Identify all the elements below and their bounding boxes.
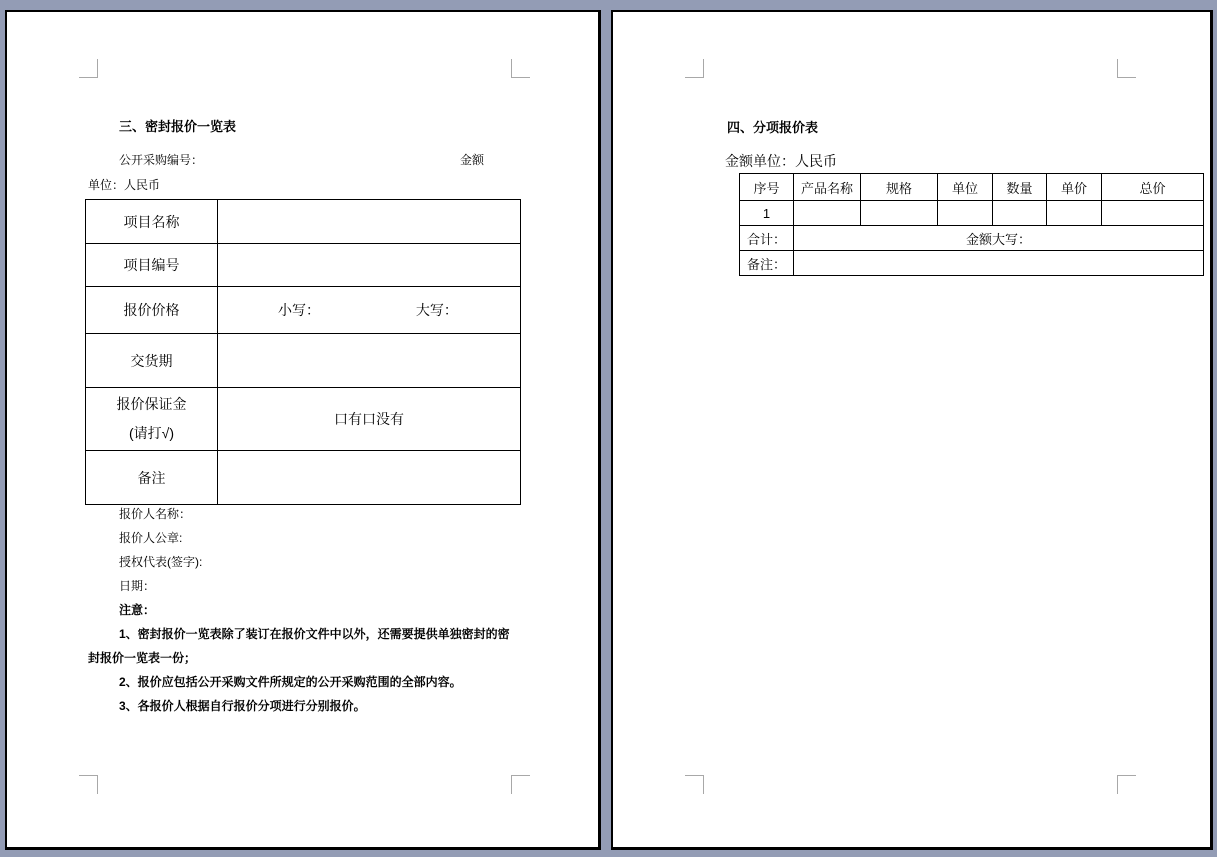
notice-title: 注意： bbox=[119, 603, 156, 617]
remark-label-cell: 备注： bbox=[740, 251, 794, 276]
header-index: 序号 bbox=[740, 174, 794, 201]
project-number-label-cell: 项目编号 bbox=[86, 244, 218, 287]
margin-mark-top-right-icon bbox=[1117, 59, 1136, 78]
price-lowercase-label: 小写： bbox=[278, 302, 320, 318]
bid-bond-label-line1: 报价保证金 bbox=[116, 396, 187, 412]
sealed-quote-table bbox=[85, 199, 521, 505]
bidder-name-line: 报价人名称： bbox=[119, 507, 192, 521]
quote-price-value-cell[interactable] bbox=[218, 287, 521, 334]
table-row bbox=[86, 244, 521, 287]
quantity-cell[interactable] bbox=[993, 201, 1047, 226]
notice-item-3: 3、各报价人根据自行报价分项进行分别报价。 bbox=[119, 699, 366, 713]
table-row bbox=[86, 388, 521, 451]
margin-mark-top-left-icon bbox=[79, 59, 98, 78]
table-row bbox=[86, 200, 521, 244]
remark-value-cell[interactable] bbox=[218, 451, 521, 505]
section-title-sealed-quote: 三、密封报价一览表 bbox=[119, 119, 237, 134]
project-name-label-cell: 项目名称 bbox=[86, 200, 218, 244]
bid-bond-label-cell bbox=[86, 388, 218, 451]
table-header-row bbox=[740, 174, 1204, 201]
section-title-itemized-quote: 四、分项报价表 bbox=[727, 120, 819, 135]
header-spec: 规格 bbox=[861, 174, 938, 201]
margin-mark-bottom-right-icon bbox=[1117, 775, 1136, 794]
total-label-cell: 合计： bbox=[740, 226, 794, 251]
total-price-cell[interactable] bbox=[1102, 201, 1204, 226]
row-index-cell: 1 bbox=[740, 201, 794, 226]
remark-label-cell: 备注 bbox=[86, 451, 218, 505]
table-row bbox=[740, 226, 1204, 251]
procurement-number-label: 公开采购编号： bbox=[119, 153, 204, 167]
bidder-seal-line: 报价人公章: bbox=[119, 531, 183, 545]
notice-item-1-wrap: 封报价一览表一份； bbox=[88, 651, 197, 665]
bid-bond-checkbox-cell[interactable]: 口有口没有 bbox=[218, 388, 521, 451]
header-unit-price: 单价 bbox=[1047, 174, 1102, 201]
delivery-period-value-cell[interactable] bbox=[218, 334, 521, 388]
page-1[interactable] bbox=[5, 10, 601, 850]
unit-price-cell[interactable] bbox=[1047, 201, 1102, 226]
product-name-cell[interactable] bbox=[794, 201, 861, 226]
delivery-period-label-cell: 交货期 bbox=[86, 334, 218, 388]
authorized-rep-line: 授权代表(签字): bbox=[119, 555, 203, 569]
signature-and-notice-block bbox=[88, 502, 526, 718]
total-amount-in-words-cell[interactable]: 金额大写： bbox=[794, 226, 1204, 251]
unit-cell[interactable] bbox=[938, 201, 993, 226]
margin-mark-bottom-right-icon bbox=[511, 775, 530, 794]
table-row bbox=[86, 451, 521, 505]
table-row bbox=[86, 334, 521, 388]
table-row bbox=[740, 201, 1204, 226]
header-product-name: 产品名称 bbox=[794, 174, 861, 201]
notice-item-2: 2、报价应包括公开采购文件所规定的公开采购范围的全部内容。 bbox=[119, 675, 462, 689]
notice-item-1: 1、密封报价一览表除了装订在报价文件中以外，还需要提供单独密封的密 bbox=[119, 627, 510, 641]
header-quantity: 数量 bbox=[993, 174, 1047, 201]
table-row bbox=[740, 251, 1204, 276]
bid-bond-label-line2: (请打√) bbox=[128, 425, 174, 441]
amount-word: 金额 bbox=[460, 153, 485, 167]
spec-cell[interactable] bbox=[861, 201, 938, 226]
margin-mark-bottom-left-icon bbox=[685, 775, 704, 794]
amount-unit-label: 金额单位：人民币 bbox=[725, 153, 837, 169]
currency-unit-label: 单位：人民币 bbox=[88, 178, 161, 192]
header-total-price: 总价 bbox=[1102, 174, 1204, 201]
quote-price-label-cell: 报价价格 bbox=[86, 287, 218, 334]
price-uppercase-label: 大写： bbox=[415, 302, 458, 318]
project-name-value-cell[interactable] bbox=[218, 200, 521, 244]
header-unit: 单位 bbox=[938, 174, 993, 201]
procurement-number-line bbox=[119, 151, 589, 168]
date-line: 日期： bbox=[119, 579, 156, 593]
margin-mark-top-right-icon bbox=[511, 59, 530, 78]
page-2[interactable] bbox=[611, 10, 1213, 850]
project-number-value-cell[interactable] bbox=[218, 244, 521, 287]
margin-mark-top-left-icon bbox=[685, 59, 704, 78]
margin-mark-bottom-left-icon bbox=[79, 775, 98, 794]
table-row bbox=[86, 287, 521, 334]
remark-value-cell[interactable] bbox=[794, 251, 1204, 276]
itemized-quote-table bbox=[739, 173, 1204, 276]
